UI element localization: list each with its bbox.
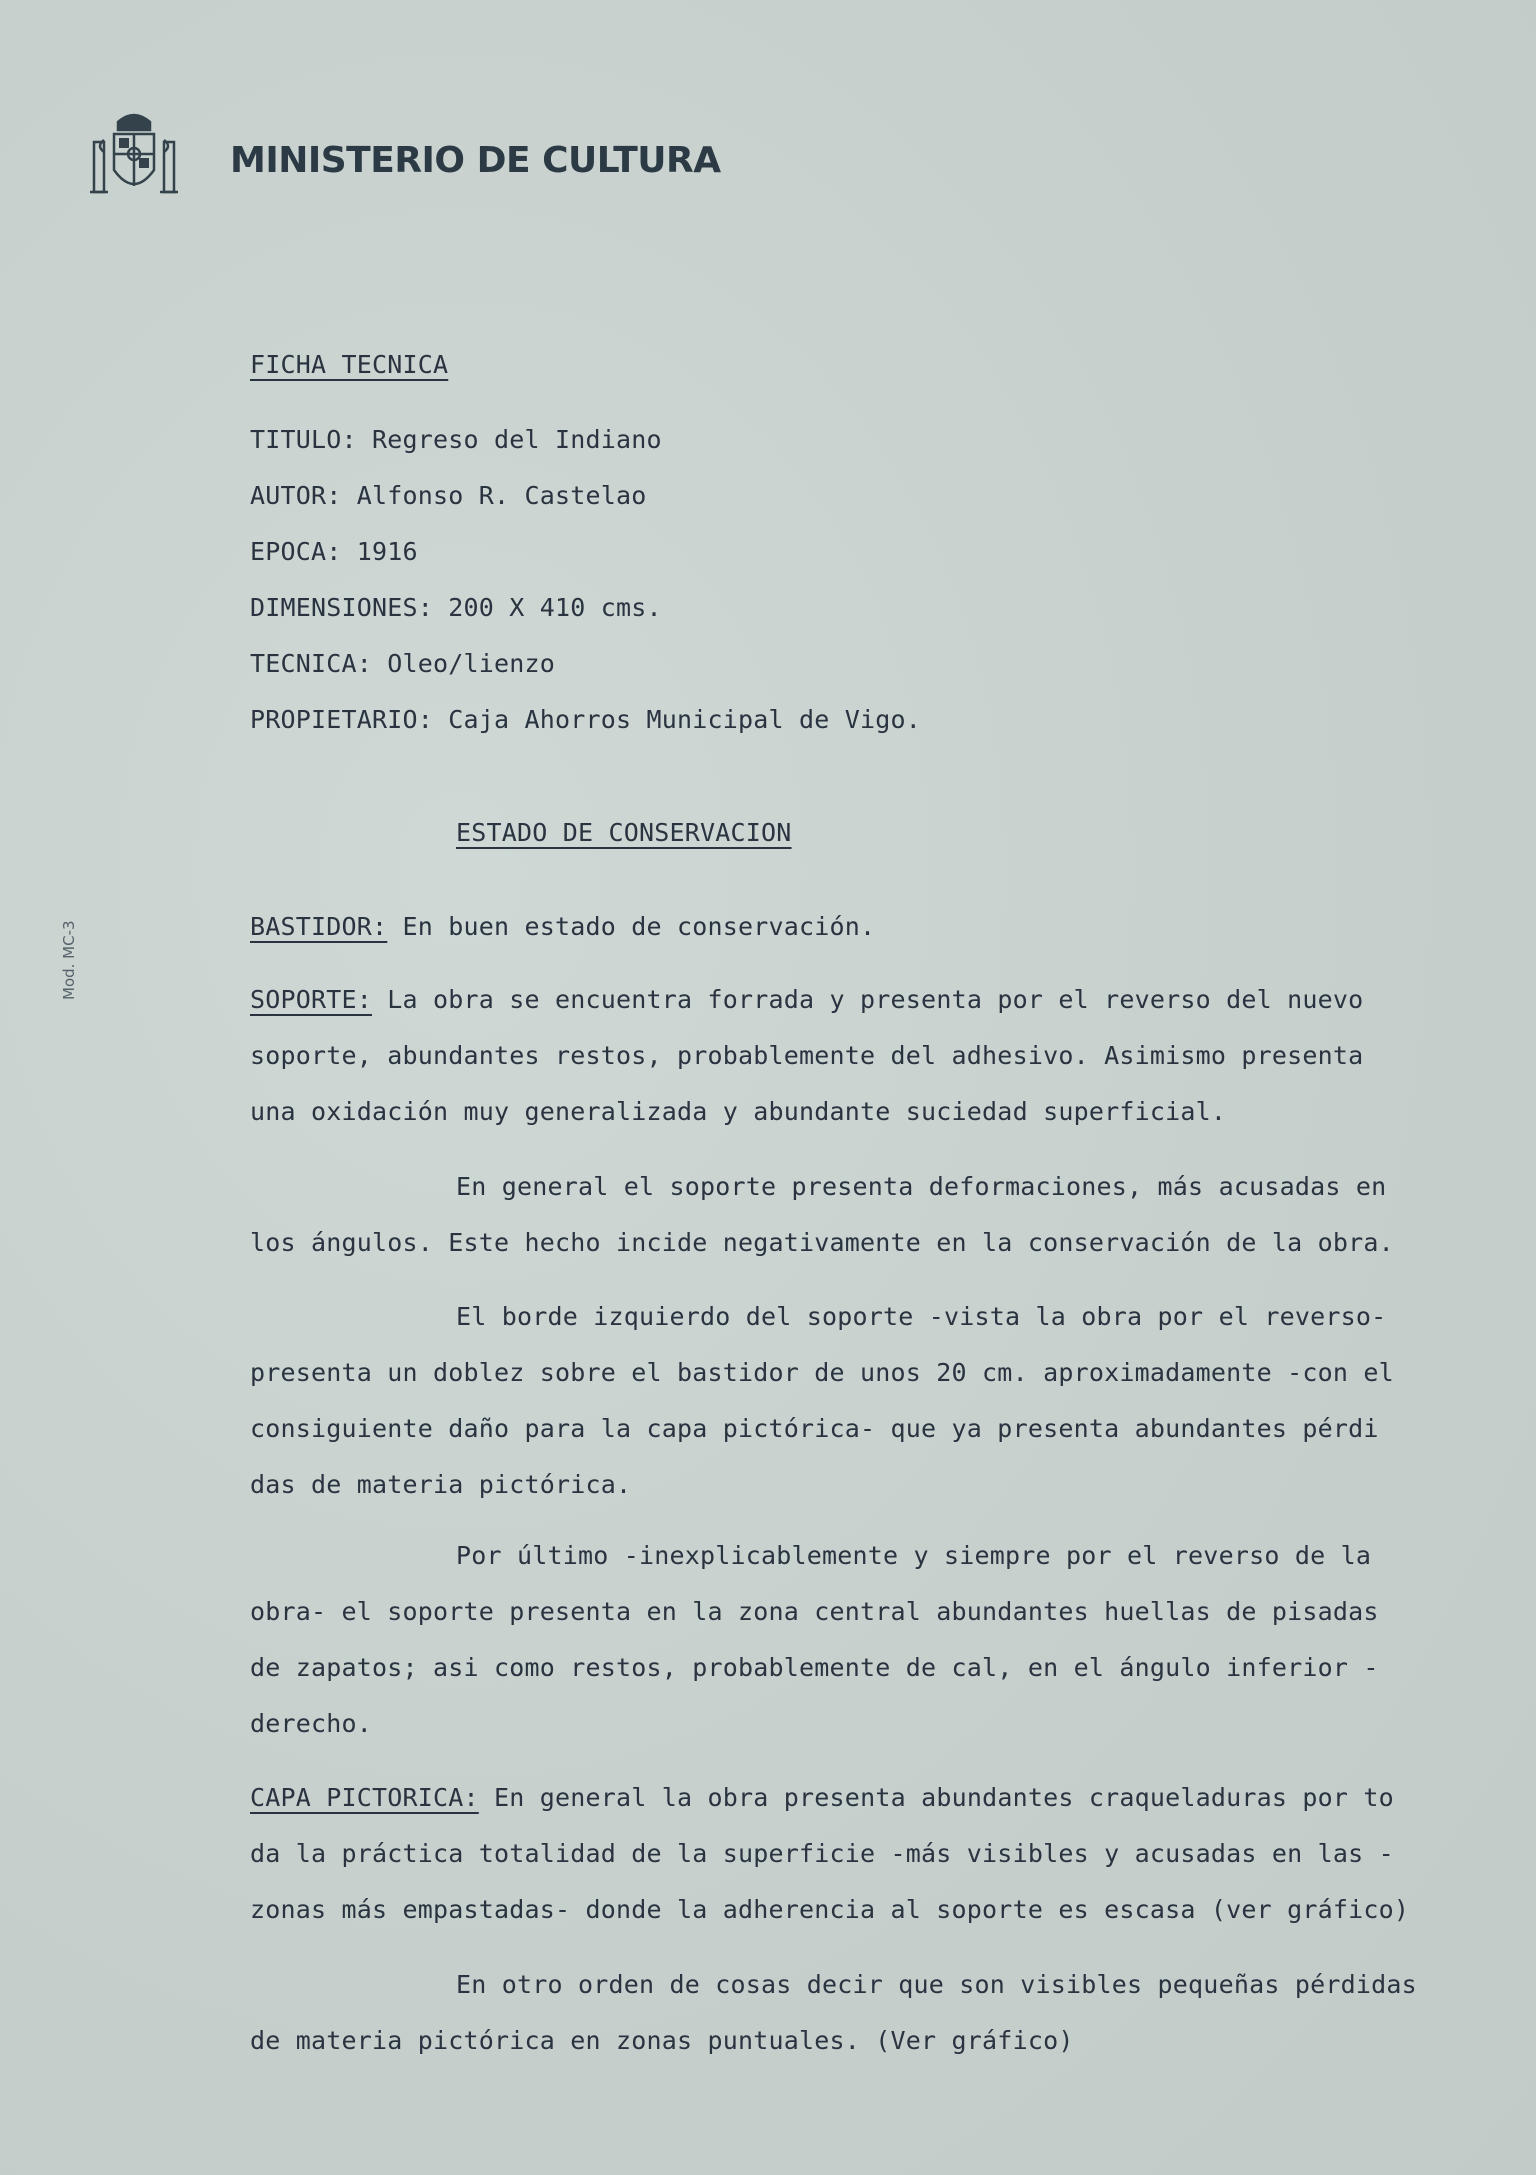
bastidor-text: En buen estado de conservación. [387, 912, 876, 941]
field-value: Alfonso R. Castelao [341, 481, 647, 510]
capa-line-1 [250, 1783, 1394, 1813]
field-titulo [250, 425, 662, 455]
para4-line-2: obra- el soporte presenta en la zona central abundantes huellas de pisadas [250, 1597, 1379, 1626]
soporte-label: SOPORTE: [250, 985, 373, 1014]
para2-line-2: los ángulos. Este hecho incide negativamente en la conservación de la obra. [250, 1228, 1394, 1257]
capa-line-3: zonas más empastadas- donde la adherencia al soporte es escasa (ver gráfico) [250, 1895, 1410, 1924]
capa-line-2: da la práctica totalidad de la superficie -más visibles y acusadas en las - [250, 1839, 1394, 1868]
ministry-title: MINISTERIO DE CULTURA [230, 140, 721, 181]
coat-of-arms-icon [88, 108, 180, 200]
bastidor-label: BASTIDOR: [250, 912, 388, 941]
field-tecnica [250, 649, 555, 679]
para4-line-1: Por último -inexplicablemente y siempre por el reverso de la [456, 1541, 1372, 1570]
para4-line-4: derecho. [250, 1709, 373, 1738]
field-epoca [250, 537, 418, 567]
field-label: PROPIETARIO: [250, 705, 434, 734]
soporte-line-2: soporte, abundantes restos, probablemente del adhesivo. Asimismo presenta [250, 1041, 1364, 1070]
field-label: DIMENSIONES: [250, 593, 434, 622]
field-value: 200 X 410 cms. [433, 593, 662, 622]
field-value: Regreso del Indiano [356, 425, 662, 454]
para3-line-3: consiguiente daño para la capa pictórica- que ya presenta abundantes pérdi [250, 1414, 1379, 1443]
field-value: Oleo/lienzo [372, 649, 556, 678]
field-label: TECNICA: [250, 649, 373, 678]
para6-line-1: En otro orden de cosas decir que son visibles pequeñas pérdidas [456, 1970, 1417, 1999]
soporte-text: La obra se encuentra forrada y presenta por el reverso del nuevo [372, 985, 1364, 1014]
para3-line-4: das de materia pictórica. [250, 1470, 632, 1499]
field-label: TITULO: [250, 425, 357, 454]
para6-line-2: de materia pictórica en zonas puntuales. (Ver gráfico) [250, 2026, 1074, 2055]
field-label: AUTOR: [250, 481, 342, 510]
para4-line-3: de zapatos; asi como restos, probablemente de cal, en el ángulo inferior - [250, 1653, 1379, 1682]
ficha-heading: FICHA TECNICA [250, 350, 449, 379]
para3-line-2: presenta un doblez sobre el bastidor de unos 20 cm. aproximadamente -con el [250, 1358, 1394, 1387]
capa-label: CAPA PICTORICA: [250, 1783, 479, 1812]
estado-heading: ESTADO DE CONSERVACION [456, 818, 792, 847]
field-dimensiones [250, 593, 662, 623]
para3-line-1: El borde izquierdo del soporte -vista la obra por el reverso- [456, 1302, 1387, 1331]
para2-line-1: En general el soporte presenta deformaciones, más acusadas en [456, 1172, 1387, 1201]
soporte-line-1 [250, 985, 1363, 1015]
model-code: Mod. MC-3 [60, 920, 78, 1000]
field-autor [250, 481, 647, 511]
soporte-line-3: una oxidación muy generalizada y abundante suciedad superficial. [250, 1097, 1227, 1126]
field-value: Caja Ahorros Municipal de Vigo. [433, 705, 922, 734]
field-value: 1916 [341, 537, 418, 566]
field-label: EPOCA: [250, 537, 342, 566]
capa-text: En general la obra presenta abundantes craqueladuras por to [478, 1783, 1394, 1812]
bastidor-line [250, 912, 875, 942]
field-propietario [250, 705, 921, 735]
